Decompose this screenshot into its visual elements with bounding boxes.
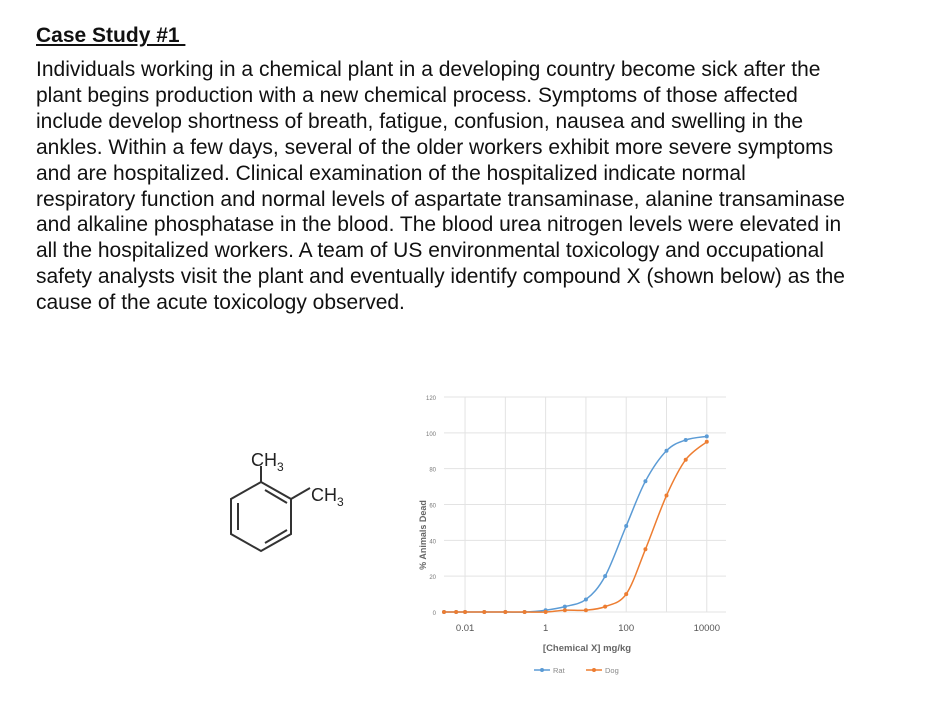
- legend-label: Rat: [553, 666, 565, 675]
- data-point: [664, 449, 668, 453]
- x-tick-label: 100: [618, 623, 635, 634]
- data-point: [584, 608, 588, 612]
- data-point: [544, 610, 548, 614]
- data-point: [482, 610, 486, 614]
- y-tick-label: 60: [429, 503, 436, 510]
- y-tick-label: 20: [429, 575, 436, 582]
- data-point: [643, 479, 647, 483]
- chart-legend: [534, 666, 619, 675]
- chart-series: [442, 434, 709, 614]
- data-point: [684, 458, 688, 462]
- x-tick-label: 10000: [693, 623, 720, 634]
- data-point: [442, 610, 446, 614]
- legend-marker: [592, 668, 596, 672]
- paragraph-line: all the hospitalized workers. A team of US environmental toxicology and occupational: [36, 239, 824, 263]
- y-tick-label: 40: [429, 539, 436, 546]
- benzene-ring: [231, 482, 291, 551]
- y-tick-label: 80: [429, 467, 436, 474]
- data-point: [684, 438, 688, 442]
- data-point: [454, 610, 458, 614]
- data-point: [523, 610, 527, 614]
- methyl-label-2: $CH_3$: [311, 485, 344, 509]
- paragraph-line: Individuals working in a chemical plant in a developing country become sick after the: [36, 58, 821, 81]
- data-point: [705, 434, 709, 438]
- data-point: [664, 494, 668, 498]
- compound-x-structure: [210, 440, 380, 590]
- data-point: [563, 608, 567, 612]
- legend-marker: [540, 668, 544, 672]
- paragraph-line: cause of the acute toxicology observed.: [36, 291, 405, 315]
- y-tick-label: 120: [425, 396, 436, 402]
- methyl-bond-2: [291, 488, 310, 499]
- series-dog: [442, 440, 709, 614]
- methyl-label-1: $CH_3$: [251, 450, 284, 474]
- legend-item-rat: [534, 666, 566, 675]
- data-point: [643, 547, 647, 551]
- mortality-dose-response-chart: [408, 385, 748, 690]
- data-point: [603, 574, 607, 578]
- paragraph-line: safety analysts visit the plant and eventually identify compound X (shown below) as the: [36, 265, 845, 289]
- y-axis-label: % Animals Dead: [418, 500, 428, 570]
- x-tick-label: 0.01: [455, 623, 475, 634]
- data-point: [705, 440, 709, 444]
- data-point: [563, 605, 567, 609]
- paragraph-line: and alkaline phosphatase in the blood. The blood urea nitrogen levels were elevated in: [36, 213, 842, 237]
- series-rat: [442, 434, 709, 614]
- data-point: [503, 610, 507, 614]
- data-point: [624, 592, 628, 596]
- legend-label: Dog: [605, 666, 619, 675]
- series-line: [444, 442, 707, 612]
- x-tick-label: 1: [542, 623, 549, 634]
- data-point: [463, 610, 467, 614]
- series-line: [444, 436, 707, 612]
- paragraph-line: and are hospitalized. Clinical examination of the hospitalized indicate normal: [36, 161, 746, 185]
- data-point: [603, 605, 607, 609]
- case-description: [36, 57, 920, 316]
- chart-grid: [444, 397, 726, 612]
- y-tick-label: 100: [425, 431, 436, 438]
- data-point: [624, 524, 628, 528]
- legend-item-dog: [586, 666, 619, 675]
- paragraph-line: include develop shortness of breath, fatigue, confusion, nausea and swelling in the: [36, 109, 804, 133]
- paragraph-line: ankles. Within a few days, several of the older workers exhibit more severe symptoms: [36, 135, 834, 159]
- data-point: [584, 597, 588, 601]
- x-axis-label: [Chemical X] mg/kg: [542, 643, 632, 654]
- paragraph-line: respiratory function and normal levels of aspartate transaminase, alanine transaminase: [36, 187, 845, 211]
- paragraph-line: plant begins production with a new chemical process. Symptoms of those affected: [36, 83, 798, 107]
- case-study-heading: Case Study #1: [36, 24, 186, 47]
- x-tick-labels: [456, 623, 720, 634]
- y-tick-label: 0: [432, 611, 436, 617]
